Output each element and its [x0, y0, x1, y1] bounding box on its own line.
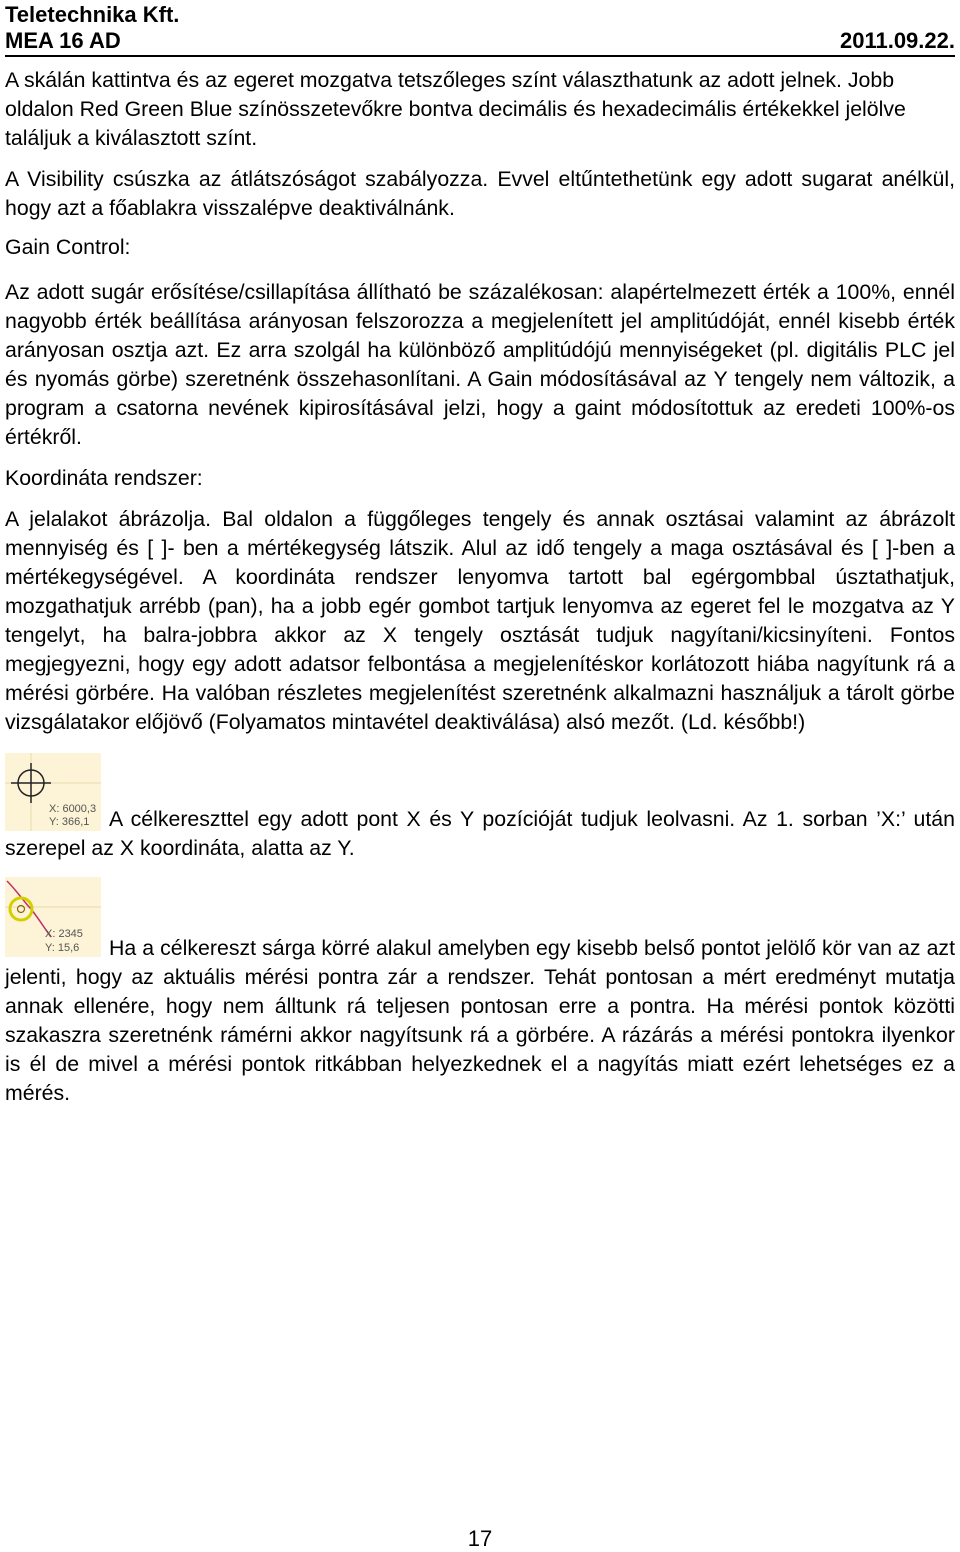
page-number: 17: [467, 1526, 493, 1551]
company-name: Teletechnika Kft.: [5, 2, 180, 27]
heading-gain-control: Gain Control:: [5, 235, 131, 259]
crosshair-x-readout: X: 6000,3: [49, 803, 97, 815]
paragraph-visibility: A Visibility csúszka az átlátszóságot szabályozza. Evvel eltűntethetünk egy adott sugarat anélkül, hogy azt a főablakra visszalépve deaktiválnánk.: [5, 167, 955, 220]
snap-section: [5, 877, 955, 1108]
heading-coordinate-system: Koordináta rendszer:: [5, 466, 203, 490]
paragraph-snap: Ha a célkereszt sárga körré alakul amelyben egy kisebb belső pontot jelölő kör van az azt jelenti, hogy az aktuális mérési pontra zár a rendszer. Tehát pontosan a mért eredményt mutatja annak ellenére, hogy nem álltunk rá teljesen pontosan erre a pontra. Ha mérési pontok közötti szakaszra szeretnénk rámérni akkor nagyítsunk rá a görbére. A rázárás a mérési pontokra ilyenkor is él de mivel a mérési pontok ritkábban helyezkednek el a nagyítás miatt ezért lehetséges ez a mérés.: [5, 936, 955, 1105]
snap-y-readout: Y: 15,6: [45, 942, 80, 954]
header-doc-row: [5, 28, 955, 54]
header-rule: [5, 55, 955, 57]
crosshair-y-readout: Y: 366,1: [49, 816, 90, 828]
document-date: 2011.09.22.: [839, 28, 955, 53]
paragraph-color-scale: A skálán kattintva és az egeret mozgatva tetszőleges színt választhatunk az adott jelnek. Jobb oldalon Red Green Blue színösszetevőkre bontva decimális és hexadecimális értékekkel jelölve találjuk a kiválasztott színt.: [5, 68, 906, 150]
snap-x-readout: X: 2345: [45, 928, 83, 940]
page-body: [5, 66, 955, 1108]
crosshair-section: [5, 753, 955, 863]
paragraph-crosshair: A célkereszttel egy adott pont X és Y pozícióját tudjuk leolvasni. Az 1. sorban ’X:’ után szerepel az X koordináta, alatta az Y.: [5, 807, 955, 860]
page-header: [5, 2, 955, 57]
document-id: MEA 16 AD: [5, 28, 121, 53]
crosshair-figure: [5, 753, 101, 831]
paragraph-gain-control: Az adott sugár erősítése/csillapítása állítható be százalékosan: alapértelmezett érték a 100%, ennél nagyobb érték beállítása arányosan felszorozza a megjelenített jel amplitúdóját, ennél kisebb érték arányosan osztja azt. Ez arra szolgál ha különböző amplitúdójú mennyiségeket (pl. digitális PLC jel és nyomás görbe) szeretnénk összehasonlítani. A Gain módosításával az Y tengely nem változik, a program a csatorna nevének kipirosításával jelzi, hogy a gaint módosítottuk az eredeti 100%-os értékről.: [5, 280, 955, 449]
snap-figure: [5, 877, 101, 957]
paragraph-coordinate-system: A jelalakot ábrázolja. Bal oldalon a függőleges tengely és annak osztásai valamint az ábrázolt mennyiség és [ ]- ben a mértékegység látszik. Alul az idő tengely a maga osztásával és [ ]-ben a mértékegységével. A koordináta rendszer lenyomva tartott bal egérgombbal úsztathatjuk, mozgathatjuk arrébb (pan), ha a jobb egér gombot tartjuk lenyomva az egeret fel le mozgatva az Y tengelyt, ha balra-jobbra akkor az X tengely osztását tudjuk nagyítani/kicsinyíteni. Fontos megjegyezni, hogy egy adott adatsor felbontása a megjelenítéskor korlátozott hiába nagyítunk rá a mérési görbére. Ha valóban részletes megjelenítést szeretnénk alkalmazni használjuk a tárolt görbe vizsgálatakor előjövő (Folyamatos mintavétel deaktiválása) alsó mezőt. (Ld. később!): [5, 507, 955, 734]
